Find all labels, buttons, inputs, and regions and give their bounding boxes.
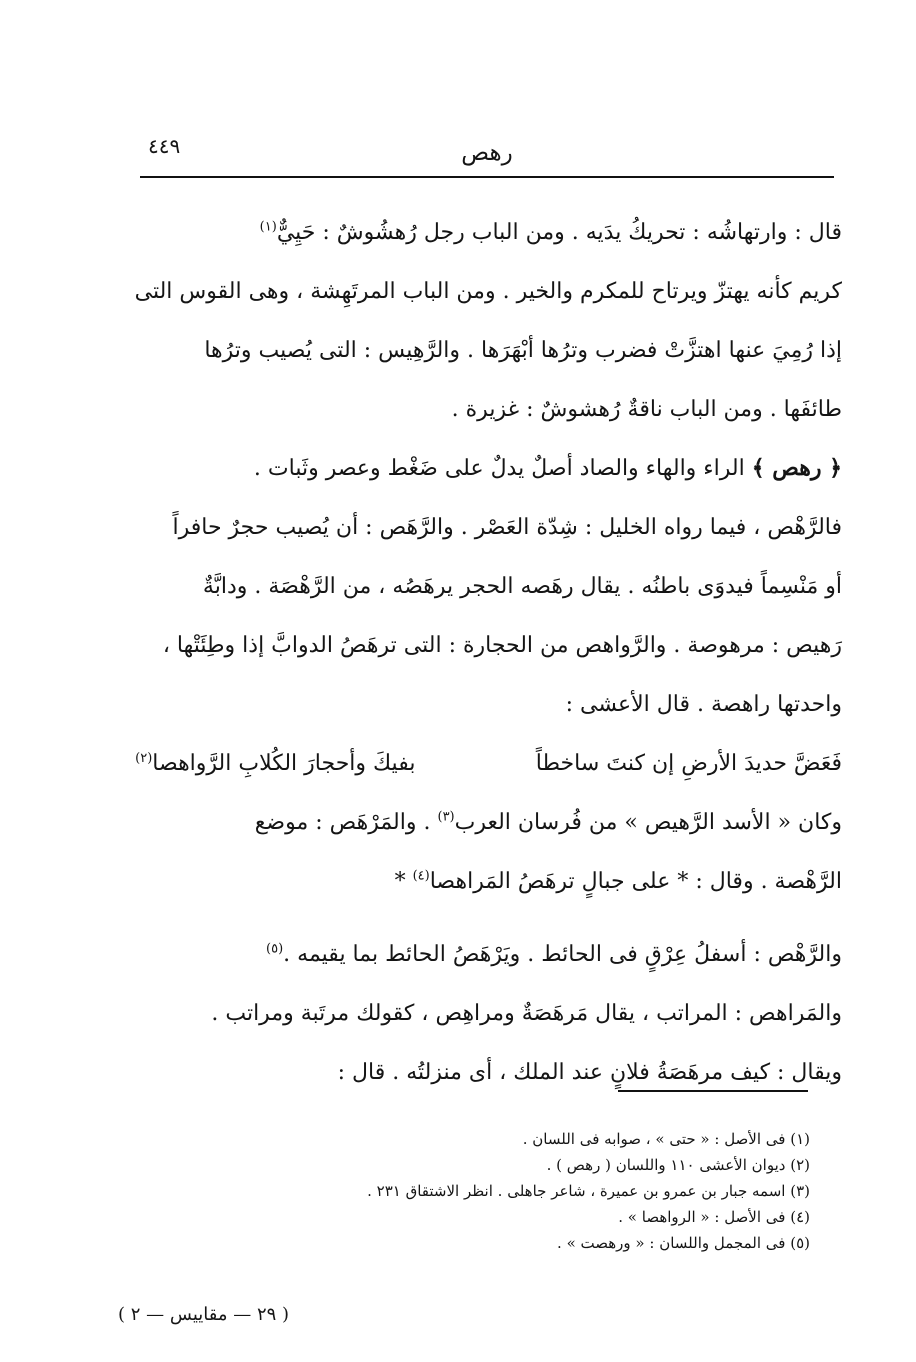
text-line: قال : وارتهاشُه : تحريكُ يدَيه . ومن الباب رجل رُهشُوشٌ : حَيِيٌّ$^{(١)}$: [259, 219, 842, 245]
text-line: ويقال : كيف مرهَصَةُ فلانٍ عند الملك ، أى منزلتُه . قال :: [337, 1060, 842, 1085]
footnote: (٣) اسمه جبار بن عمرو بن عميرة ، شاعر جاهلى . انظر الاشتقاق ٢٣١ .: [367, 1182, 810, 1200]
footnote: (٥) فى المجمل واللسان : « ورهصت » .: [557, 1234, 810, 1252]
text-line: طائفَها . ومن الباب ناقةٌ رُهشوشٌ : غزيرة .: [451, 397, 842, 422]
text-line: والمَراهص : المراتب ، يقال مَرهَصَةٌ ومراهِص ، كقولك مرتَبة ومراتب .: [211, 1001, 842, 1026]
header-rule: [140, 176, 834, 178]
text-line: الرَّهْصة . وقال : * على جبالٍ ترهَصُ المَراهصا$^{(٤)}$ *: [394, 868, 842, 894]
root-heading: ﴿ رهص ﴾: [751, 455, 842, 481]
text-line: فالرَّهْص ، فيما رواه الخليل : شِدّة العَصْر . والرَّهَص : أن يُصيب حجرٌ حافراً: [172, 515, 842, 540]
footnote: (١) فى الأصل : « حتى » ، صوابه فى اللسان .: [522, 1130, 810, 1148]
text-line: أو مَنْسِماً فيدوَى باطنُه . يقال رهَصه الحجر يرهَصُه ، من الرَّهْصَة . ودابَّةٌ: [202, 574, 842, 599]
footnote-ref: (٣): [437, 809, 455, 825]
footnote: (٤) فى الأصل : « الرواهصا » .: [618, 1208, 810, 1226]
second-hemistich: بفيكَ وأحجارَ الكُلابِ الرَّواهصا(٢): [135, 750, 416, 776]
running-header: [140, 134, 834, 172]
footnotes: [250, 1126, 810, 1256]
signature-mark: ( ٢٩ — مقاييس — ٢ ): [118, 1304, 290, 1325]
footnote-ref: (١): [259, 219, 277, 235]
poetry-verse: [128, 734, 842, 793]
footnote-ref: (٥): [266, 941, 284, 957]
page-title: رهص: [461, 140, 513, 166]
text-line: إذا رُمِيَ عنها اهتزَّتْ فضرب وترُها أبْهَرَها . والرَّهِيس : التى يُصيب وترُها: [204, 338, 842, 363]
text-line: واحدتها راهصة . قال الأعشى :: [565, 692, 842, 717]
text-line: والرَّهْص : أسفلُ عِرْقٍ فى الحائط . ويَرْهَصُ الحائط بما يقيمه .$^{(٥)}$: [266, 941, 842, 967]
text-line: رَهيص : مرهوصة . والرَّواهص من الحجارة : التى ترهَصُ الدوابَّ إذا وطِئَتْها ،: [162, 633, 842, 658]
page-number: ٤٤٩: [148, 134, 181, 158]
footnote: (٢) ديوان الأعشى ١١٠ واللسان ( رهص ) .: [546, 1156, 810, 1174]
first-hemistich: فَعَضَّ حديدَ الأرضِ إن كنتَ ساخطاً: [535, 751, 842, 776]
footnote-ref: (٤): [412, 868, 430, 884]
main-text: [128, 203, 842, 1102]
text-line: وكان « الأسد الرَّهيص » من فُرسان العرب$^{(٣)}$ . والمَرْهَص : موضع: [254, 809, 842, 835]
root-entry-line: ﴿ رهص ﴾ الراء والهاء والصاد أصلٌ يدلٌ على ضَغْط وعصر وثَبات .: [253, 455, 842, 481]
text-line: كريم كأنه يهتزّ ويرتاح للمكرم والخير . ومن الباب المرتَهِشة ، وهى القوس التى: [134, 279, 842, 304]
footnote-rule: [618, 1090, 808, 1092]
